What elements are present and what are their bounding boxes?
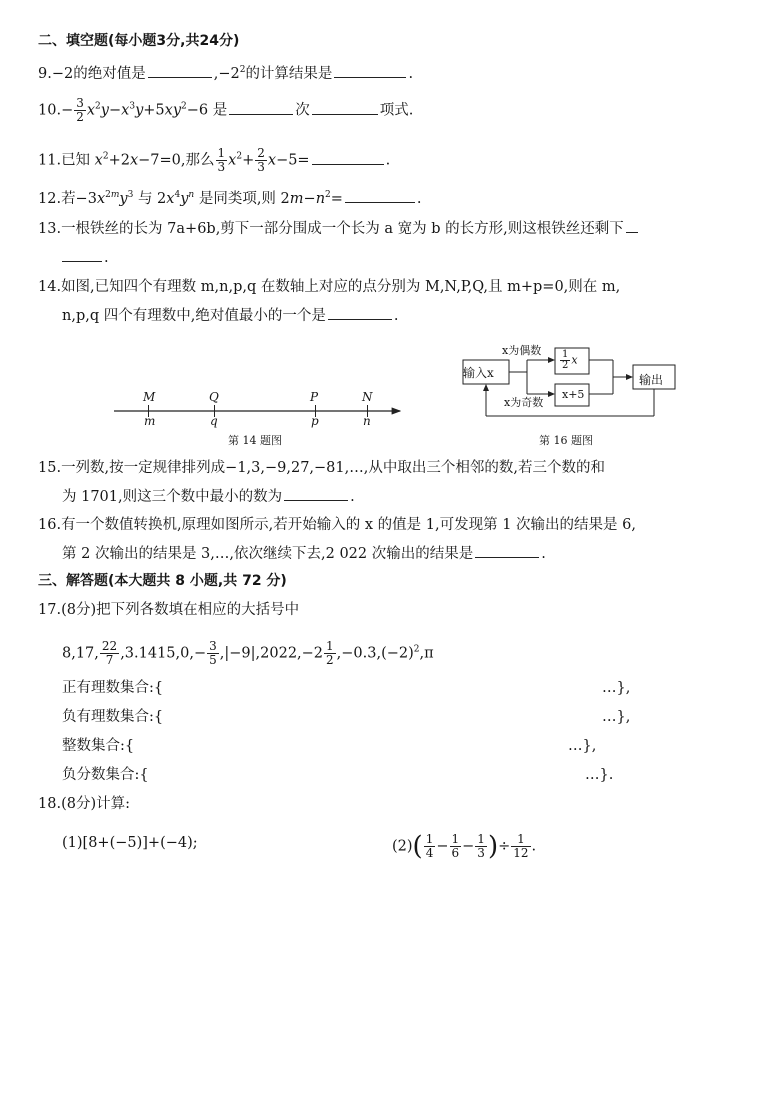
q14-number: 14.	[38, 279, 62, 295]
even-label: x为偶数	[502, 344, 542, 357]
set-negative-rational-end: …},	[602, 709, 631, 725]
q12-number: 12.	[38, 191, 62, 207]
question-15-cont: 为 1701,则这三个数中最小的数为 .	[62, 485, 355, 507]
question-9: 9.−2的绝对值是 $,-2^2$的计算结果是 .	[38, 62, 413, 84]
question-12: 12.若$-3x^{2m}y^3$ 与 $2x^4y^n$ 是同类项,则 $2m-n^2=$ .	[38, 187, 422, 209]
figure-16-caption: 第 16 题图	[539, 434, 593, 447]
q9-blank-1	[148, 62, 212, 78]
q11-fraction-2: $\frac{2}{3}$	[257, 146, 265, 174]
q15-line-2: 为 1701,则这三个数中最小的数为	[62, 489, 283, 505]
question-15	[38, 458, 605, 478]
set-negative-fraction-end: …}.	[585, 767, 614, 783]
odd-label: x为奇数	[504, 396, 544, 409]
set-integer: 整数集合:{	[62, 738, 135, 754]
q12-text-3: 是同类项,则 2	[198, 191, 290, 207]
q10-text-3: 项式.	[379, 102, 414, 119]
q13-blank	[62, 246, 102, 262]
q14-line-2: n,p,q 四个有理数中,绝对值最小的一个是	[62, 308, 326, 324]
q10-text-1: −	[61, 102, 74, 119]
set-negative-fraction: 负分数集合:{	[62, 767, 149, 783]
q14-blank	[328, 304, 392, 320]
q13-text: 一根铁丝的长为 7a+6b,剪下一部分围成一个长为 a 宽为 b 的长方形,则这根铁丝还剩下	[61, 221, 624, 237]
question-10: 10.− $\frac{3}{2}$ $x^2y-x^3y+5xy^2-6$ 是 次 项式.	[38, 96, 414, 124]
question-14-cont: n,p,q 四个有理数中,绝对值最小的一个是 .	[62, 304, 398, 326]
q10-blank-1	[229, 99, 293, 115]
q15-line-1: 一列数,按一定规律排列成−1,3,−9,27,−81,…,从中取出三个相邻的数,若三个数的和	[61, 460, 605, 476]
q11-fraction-1: $\frac{1}{3}$	[217, 146, 226, 174]
section3-heading: 三、解答题(本大题共 8 小题,共 72 分)	[38, 573, 287, 589]
point-label-p: P	[310, 390, 319, 404]
q11-number: 11.	[38, 152, 62, 169]
point-value-n: n	[363, 414, 371, 428]
output-label: 输出	[639, 373, 664, 387]
q15-blank	[284, 485, 348, 501]
figure-14-caption: 第 14 题图	[228, 434, 282, 447]
question-18	[38, 794, 130, 814]
q9-blank-2	[334, 62, 406, 78]
point-value-m: m	[144, 414, 156, 428]
set-positive-rational: 正有理数集合:{	[62, 680, 164, 696]
q12-blank	[345, 187, 415, 203]
q12-text-1: 若−3	[61, 191, 97, 207]
q10-text-2: 次	[295, 102, 310, 119]
q16-blank	[475, 542, 539, 558]
set-integer-end: …},	[568, 738, 597, 754]
half-label: $\frac{1}{2}$ x	[562, 349, 578, 371]
q16-line-1: 有一个数值转换机,原理如图所示,若开始输入的 x 的值是 1,可发现第 1 次输出的结果是 6,	[61, 517, 637, 533]
q13-blank-end	[626, 217, 638, 233]
question-13	[38, 217, 640, 239]
q15-number: 15.	[38, 460, 62, 476]
input-label: 输入x	[463, 366, 494, 380]
question-11: 11.已知 $x^2+2x-7=0$,那么 $\frac{1}{3}$ $x^2+$ $\frac{2}{3}$ x−5= .	[38, 146, 391, 174]
q18-text: (8分)计算:	[61, 796, 130, 812]
q9-number: 9.	[38, 66, 52, 82]
point-label-m: M	[143, 390, 156, 404]
q16-line-2: 第 2 次输出的结果是 3,…,依次继续下去,2 022 次输出的结果是	[62, 546, 474, 562]
set-positive-rational-end: …},	[602, 680, 631, 696]
q10-fraction: $\frac{3}{2}$	[76, 96, 84, 124]
point-value-p: p	[311, 414, 319, 428]
q11-text-1: 已知	[61, 152, 91, 169]
q18-part-1: (1)[8+(−5)]+(−4);	[62, 835, 198, 851]
q14-line-1: 如图,已知四个有理数 m,n,p,q 在数轴上对应的点分别为 M,N,P,Q,且 m+p=0,则在 m,	[61, 279, 621, 295]
q9-text-1: −2的绝对值是	[51, 66, 146, 82]
question-13-cont: .	[62, 246, 109, 268]
set-negative-rational: 负有理数集合:{	[62, 709, 164, 725]
point-value-q: q	[210, 414, 218, 428]
q9-text-2: ,−2	[213, 66, 240, 82]
q11-text-2: =0,那么	[159, 152, 215, 169]
question-16	[38, 515, 636, 535]
point-label-n: N	[362, 390, 373, 404]
q16-number: 16.	[38, 517, 62, 533]
q17-number: 17.	[38, 602, 62, 618]
plus5-label: x+5	[562, 388, 585, 401]
q9-text-3: 的计算结果是	[245, 66, 333, 82]
q17-number-list: 8,17, $\frac{22}{7}$ ,3.1415,0,− $\frac{3}{5}$ ,|−9|,2022,−2 $\frac{1}{2}$ $,-0.3,(-2)^2,\pi$	[62, 639, 434, 667]
section2-heading: 二、填空题(每小题3分,共24分)	[38, 33, 240, 49]
q10-number: 10.	[38, 102, 62, 119]
q11-blank	[312, 149, 384, 165]
question-14	[38, 277, 620, 297]
q18-part-2: (2)( $\frac{1}{4}$ − $\frac{1}{6}$ − $\frac{1}{3}$ )÷ $\frac{1}{12}$ .	[392, 831, 537, 862]
question-17	[38, 600, 299, 620]
q12-text-2: 与 2	[137, 191, 167, 207]
q18-number: 18.	[38, 796, 62, 812]
q13-number: 13.	[38, 221, 62, 237]
q10-blank-2	[312, 99, 378, 115]
point-label-q: Q	[209, 390, 219, 404]
q17-text: (8分)把下列各数填在相应的大括号中	[61, 602, 300, 618]
question-16-cont: 第 2 次输出的结果是 3,…,依次继续下去,2 022 次输出的结果是 .	[62, 542, 546, 564]
